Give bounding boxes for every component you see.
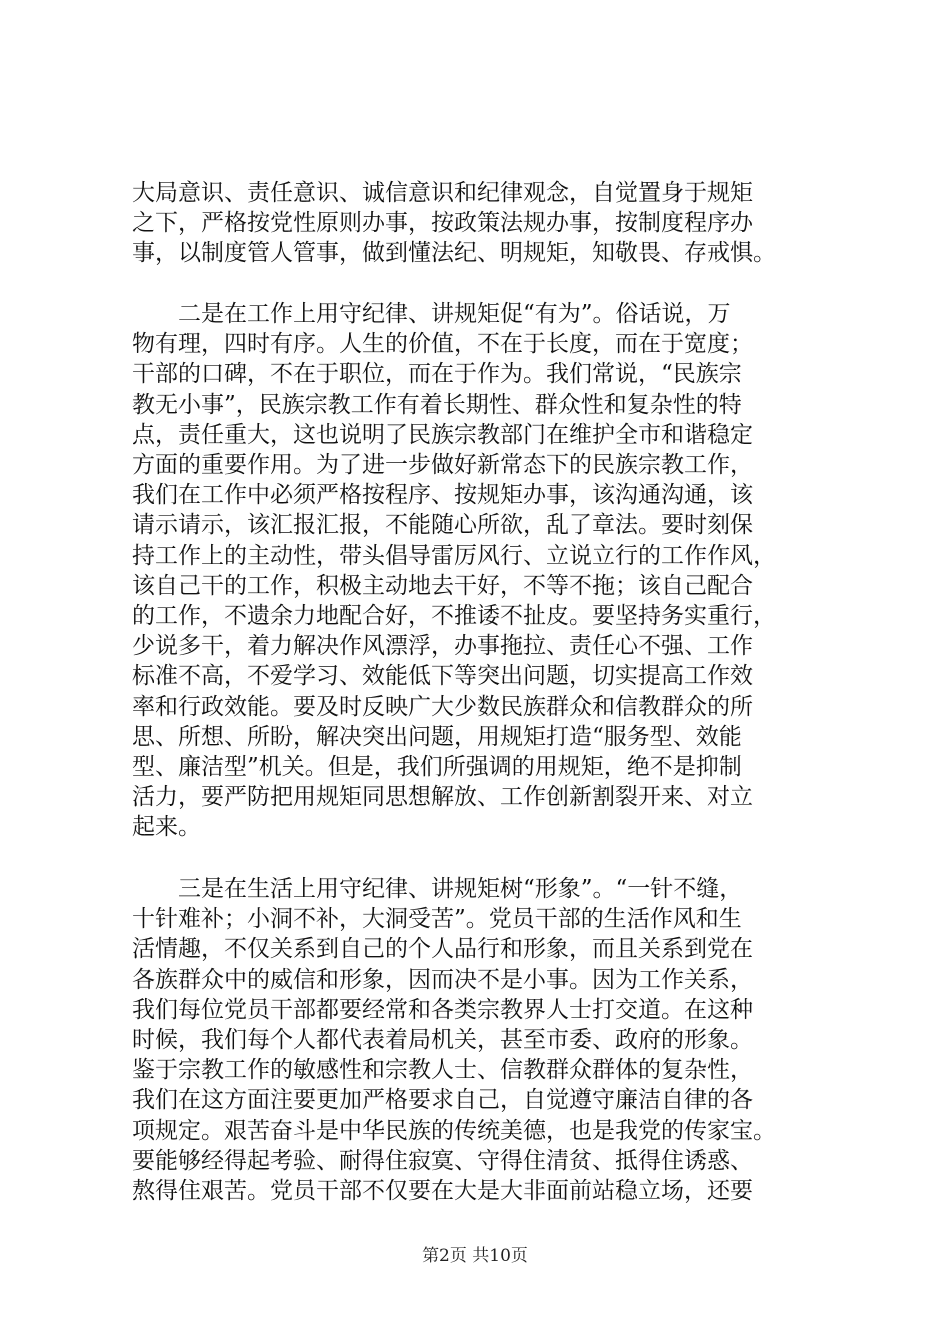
text-line: 活情趣，不仅关系到自己的个人品行和形象，而且关系到党在 (132, 936, 753, 963)
page-number-footer: 第2页 共10页 (422, 1246, 528, 1266)
text-line: 持工作上的主动性，带头倡导雷厉风行、立说立行的工作作风， (132, 542, 776, 569)
text-line: 十针难补；小洞不补，大洞受苦”。党员干部的生活作风和生 (132, 906, 742, 933)
text-line: 物有理，四时有序。人生的价值，不在于长度，而在于宽度； (132, 331, 753, 358)
text-line: 之下，严格按党性原则办事，按政策法规办事，按制度程序办 (132, 210, 753, 237)
text-line: 各族群众中的威信和形象，因而决不是小事。因为工作关系， (132, 966, 753, 993)
text-line: 的工作，不遗余力地配合好，不推诿不扯皮。要坚持务实重行， (132, 603, 776, 630)
text-line: 二是在工作上用守纪律、讲规矩促“有为”。俗话说，万 (132, 301, 731, 327)
text-line: 熬得住艰苦。党员干部不仅要在大是大非面前站稳立场，还要 (132, 1178, 753, 1205)
text-line: 项规定。艰苦奋斗是中华民族的传统美德，也是我党的传家宝。 (132, 1117, 776, 1144)
paragraph-life-discipline (132, 874, 832, 1206)
text-line: 我们在这方面注要更加严格要求自己，自觉遵守廉洁自律的各 (132, 1087, 753, 1114)
text-line: 该自己干的工作，积极主动地去干好，不等不拖；该自己配合 (132, 572, 753, 599)
paragraph-discipline-awareness (132, 178, 832, 269)
text-line: 型、廉洁型”机关。但是，我们所强调的用规矩，绝不是抑制 (132, 754, 742, 781)
text-line: 活力，要严防把用规矩同思想解放、工作创新割裂开来、对立 (132, 784, 753, 811)
text-line: 要能够经得起考验、耐得住寂寞、守得住清贫、抵得住诱惑、 (132, 1147, 753, 1174)
text-line: 少说多干，着力解决作风漂浮，办事拖拉、责任心不强、工作 (132, 633, 753, 660)
text-line: 点，责任重大，这也说明了民族宗教部门在维护全市和谐稳定 (132, 421, 753, 448)
text-line: 干部的口碑，不在于职位，而在于作为。我们常说，“民族宗 (132, 361, 742, 388)
text-line: 三是在生活上用守纪律、讲规矩树“形象”。“一针不缝， (132, 876, 743, 902)
text-line: 请示请示，该汇报汇报，不能随心所欲，乱了章法。要时刻保 (132, 512, 753, 539)
text-line: 思、所想、所盼，解决突出问题，用规矩打造“服务型、效能 (132, 723, 742, 750)
text-line: 我们在工作中必须严格按程序、按规矩办事，该沟通沟通，该 (132, 482, 753, 509)
text-line: 标准不高，不爱学习、效能低下等突出问题，切实提高工作效 (132, 663, 753, 690)
text-line: 大局意识、责任意识、诚信意识和纪律观念，自觉置身于规矩 (132, 180, 753, 206)
text-line: 起来。 (132, 814, 201, 841)
text-line: 教无小事”，民族宗教工作有着长期性、群众性和复杂性的特 (132, 391, 742, 418)
text-line: 率和行政效能。要及时反映广大少数民族群众和信教群众的所 (132, 693, 753, 720)
text-line: 时候，我们每个人都代表着局机关，甚至市委、政府的形象。 (132, 1027, 753, 1054)
text-line: 我们每位党员干部都要经常和各类宗教界人士打交道。在这种 (132, 996, 753, 1023)
text-line: 方面的重要作用。为了进一步做好新常态下的民族宗教工作， (132, 452, 753, 479)
text-line: 事，以制度管人管事，做到懂法纪、明规矩，知敬畏、存戒惧。 (132, 240, 776, 267)
text-line: 鉴于宗教工作的敏感性和宗教人士、信教群众群体的复杂性， (132, 1057, 753, 1084)
paragraph-work-discipline (132, 299, 832, 843)
